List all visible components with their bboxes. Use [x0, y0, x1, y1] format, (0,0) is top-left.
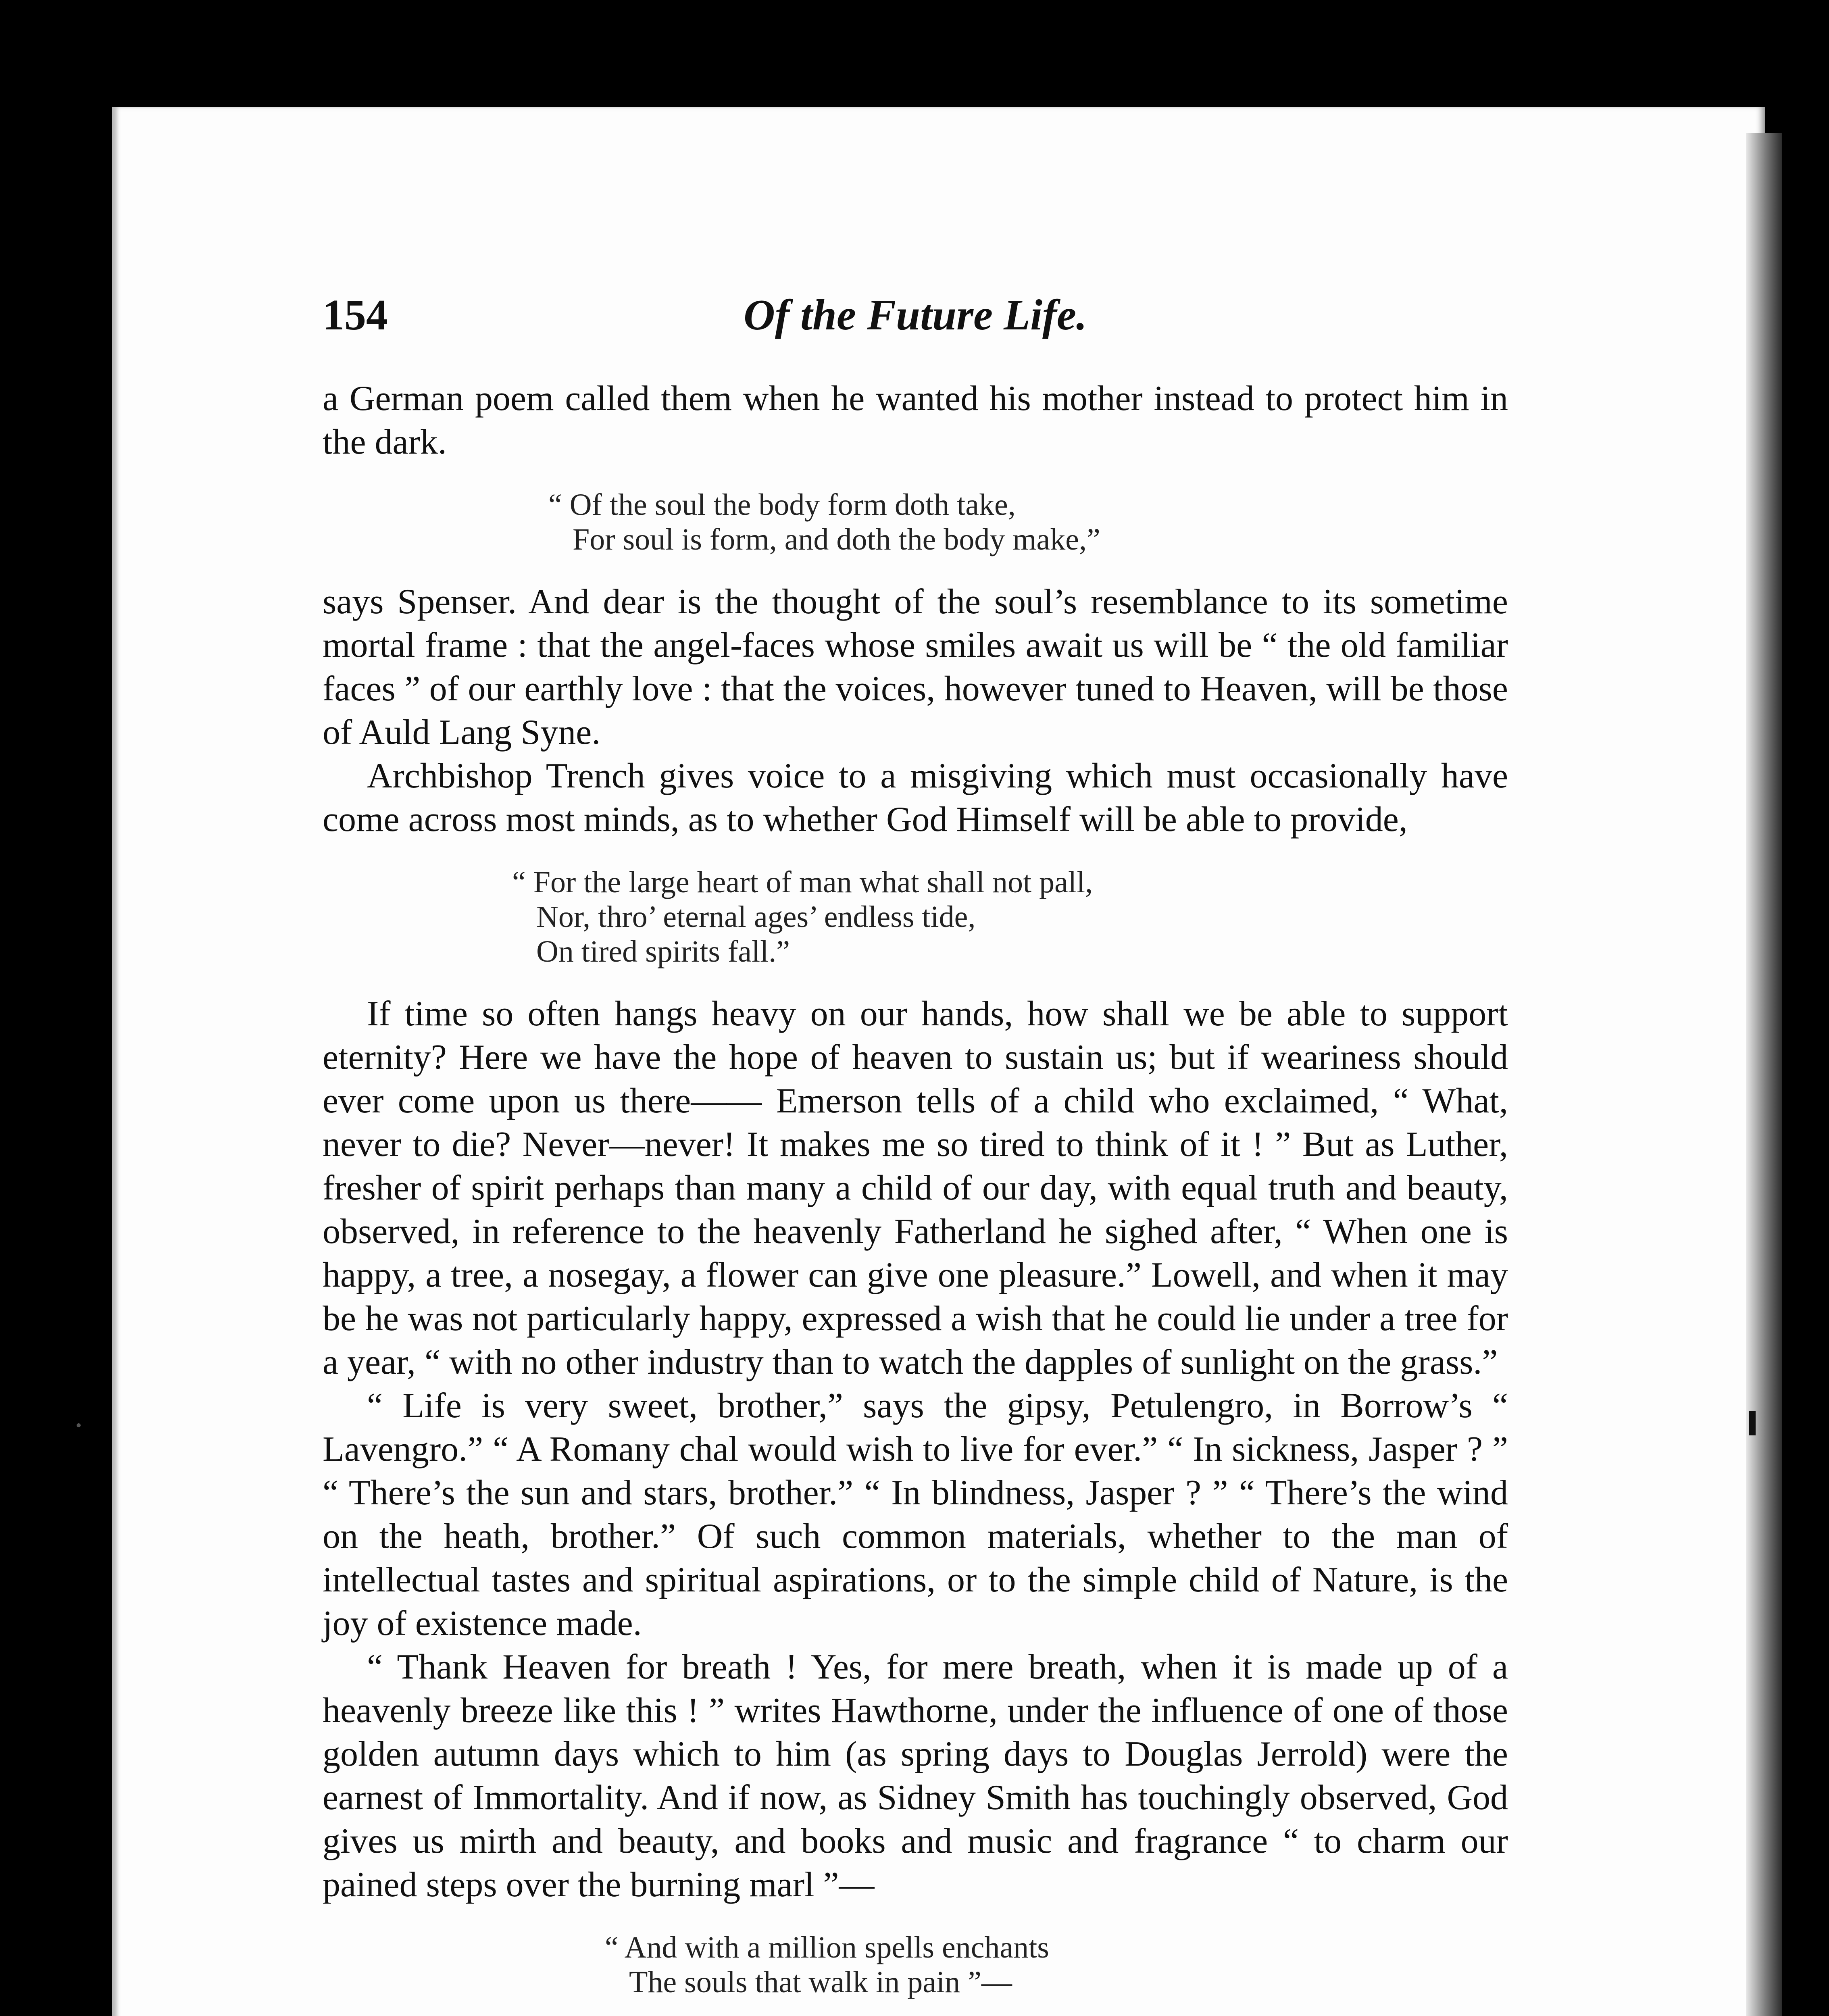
page-number: 154 — [323, 291, 388, 339]
page-edge-mark — [1749, 1411, 1756, 1435]
verse-quote — [323, 865, 1508, 969]
verse-line: “ For the large heart of man what shall not pall, — [512, 865, 1093, 899]
page-body — [323, 377, 1508, 2016]
paragraph: says Spenser. And dear is the thought of the soul’s resemblance to its sometime mortal frame : that the angel-faces whose smiles await us will be “ the old familiar faces ” of our earthly love : that the voices, however tuned to Heaven, will be those of Auld Lang Syne. — [323, 582, 1508, 752]
verse-quote — [323, 1930, 1508, 1999]
verse-line: Nor, thro’ eternal ages’ endless tide, — [536, 900, 976, 934]
verse-line: “ And with a million spells enchants — [605, 1931, 1049, 1964]
paragraph: a German poem called them when he wanted his mother instead to protect him in the dark. — [323, 379, 1508, 462]
running-header — [323, 282, 1508, 343]
verse-line: “ Of the soul the body form doth take, — [548, 488, 1016, 522]
paragraph: Archbishop Trench gives voice to a misgiving which must occasionally have come across most minds, as to whether God Himself will be able to provide, — [323, 756, 1508, 839]
paragraph: “ Thank Heaven for breath ! Yes, for mere breath, when it is made up of a heavenly breeze like this ! ” writes Hawthorne, under the influence of one of those golden autumn days which to him (as spring days to Douglas Jerrold) were the earnest of Immortality. And if now, as Sidney Smith has touchingly observed, God gives us mirth and beauty, and books and music and fragrance “ to charm our pained steps over the burning marl ”— — [323, 1647, 1508, 1904]
paragraph: If time so often hangs heavy on our hands, how shall we be able to support eternity? Here we have the hope of heaven to sustain us; but if weariness should ever come upon us there—— Emerson tells of a child who exclaimed, “ What, never to die? Never—never! It makes me so tired to think of it ! ” But as Luther, fresher of spirit perhaps than many a child of our day, with equal truth and beauty, observed, in reference to the heavenly Fatherland he sighed after, “ When one is happy, a tree, a nosegay, a flower can give one pleasure.” Lowell, and when it may be he was not particularly happy, expressed a wish that he could lie under a tree for a year, “ with no other industry than to watch the dapples of sunlight on the grass.” — [323, 994, 1508, 1382]
verse-line: The souls that walk in pain ”— — [629, 1965, 1012, 1999]
verse-quote — [323, 487, 1508, 557]
verse-line: On tired spirits fall.” — [536, 935, 790, 968]
scan-speck — [77, 1423, 81, 1427]
paragraph: “ Life is very sweet, brother,” says the gipsy, Petulengro, in Borrow’s “ Lavengro.” “ A Romany chal would wish to live for ever.” “ In sickness, Jasper ? ” “ There’s the sun and stars, brother.” “ In blindness, Jasper ? ” “ There’s the wind on the heath, brother.” Of such common materials, whether to the man of intellectual tastes and spiritual aspirations, or to the simple child of Nature, is the joy of existence made. — [323, 1386, 1508, 1643]
running-title: Of the Future Life. — [744, 291, 1087, 339]
verse-line: For soul is form, and doth the body make,” — [573, 523, 1100, 556]
page-edge-shadow — [1746, 133, 1782, 2016]
